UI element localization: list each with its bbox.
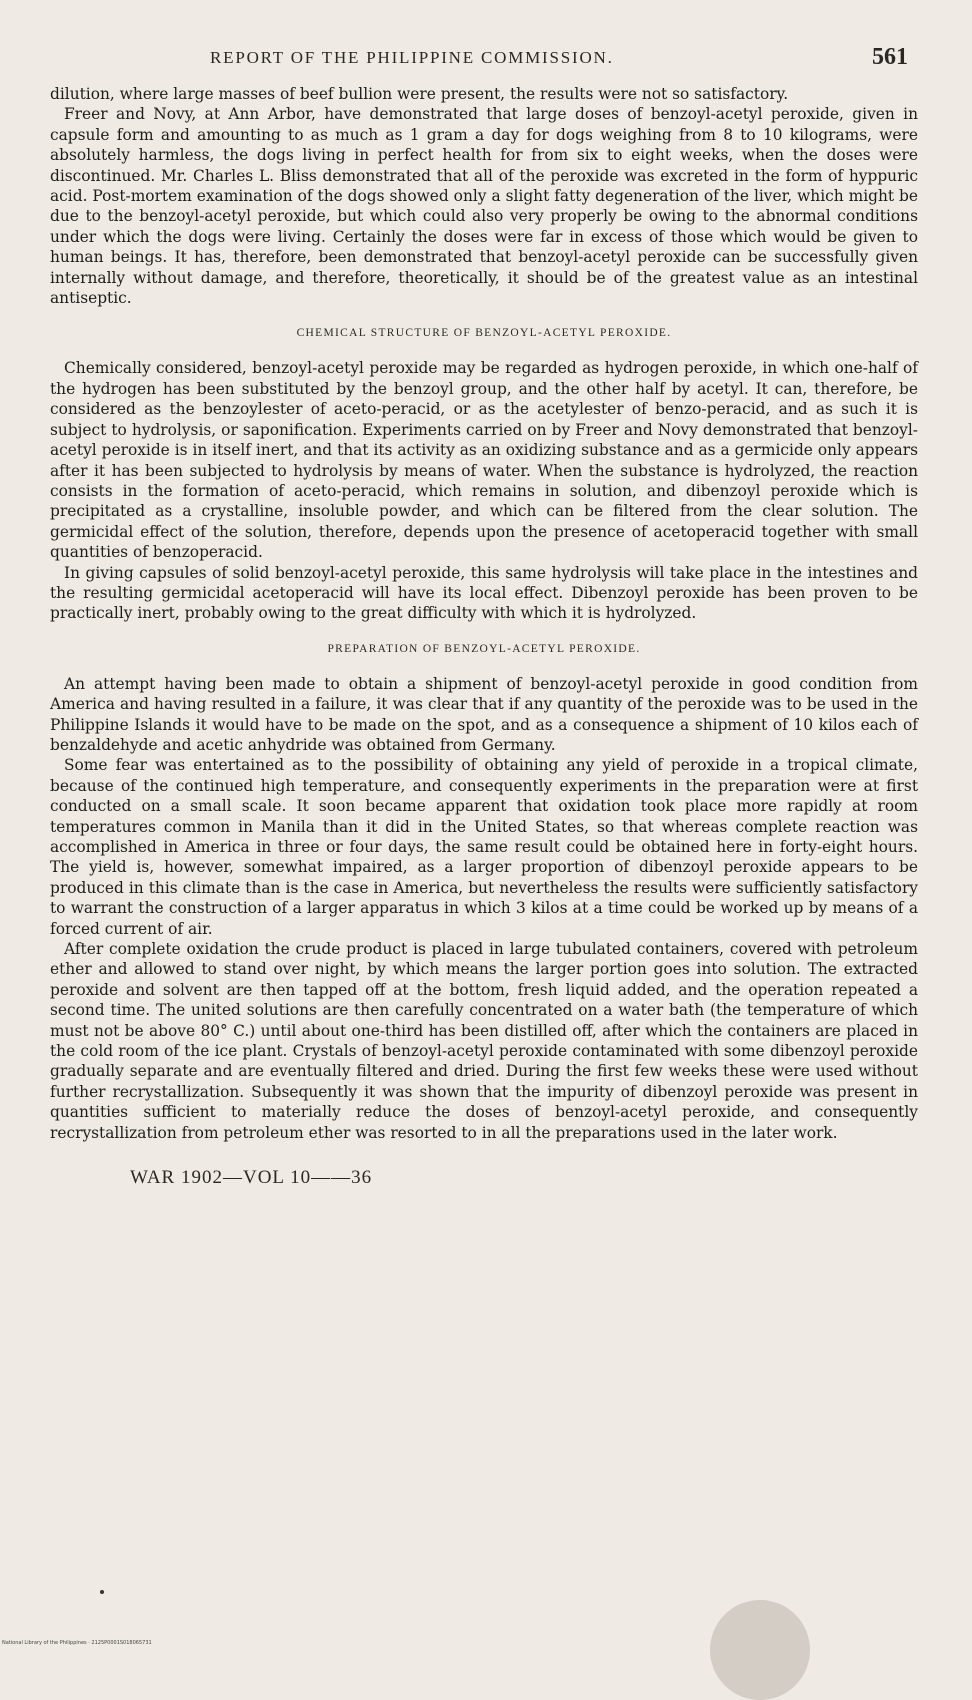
paragraph: dilution, where large masses of beef bullion were present, the results were not so satisfactory. xyxy=(50,85,789,103)
ink-dot xyxy=(100,1590,104,1594)
page-number: 561 xyxy=(872,44,908,70)
signature-line: WAR 1902—VOL 10——36 xyxy=(130,1167,373,1189)
paragraph: Some fear was entertained as to the possibility of obtaining any yield of peroxide in a tropical climate, because of the continued high temperature, and consequently experiments in the preparation were at first conducted on a small scale. It soon became apparent that oxidation took place more rapidly at room temperatures common in Manila than it did in the United States, so that whereas complete reaction was accomplished in America in three or four days, the same result could be obtained here in forty-eight hours. The yield is, however, somewhat impaired, as a larger proportion of dibenzoyl peroxide appears to be produced in this climate than is the case in America, but nevertheless the results were sufficiently satisfactory to warrant the construction of a larger apparatus in which 3 kilos at a time could be worked up by means of a forced current of air. xyxy=(50,756,918,938)
paragraph: After complete oxidation the crude product is placed in large tubulated containers, covered with petroleum ether and allowed to stand over night, by which means the larger portion goes into solution. The extracted peroxide and solvent are then tapped off at the bottom, fresh liquid added, and the operation repeated a second time. The united solutions are then carefully concentrated on a water bath (the temperature of which must not be above 80° C.) until about one-third has been distilled off, after which the containers are placed in the cold room of the ice plant. Crystals of benzoyl-acetyl peroxide contaminated with some dibenzoyl peroxide gradually separate and are eventually filtered and dried. During the first few weeks these were used without further recrystallization. Subsequently it was shown that the impurity of dibenzoyl peroxide was present in quantities sufficient to materially reduce the doses of benzoyl-acetyl peroxide, and consequently recrystallization from petroleum ether was resorted to in all the preparations used in the later work. xyxy=(50,940,918,1142)
running-head xyxy=(50,44,918,84)
scan-credit: National Library of the Philippines · 2125P0001S018065731 xyxy=(2,1640,152,1646)
body-text xyxy=(50,84,918,1143)
section-heading-preparation: PREPARATION OF BENZOYL-ACETYL PEROXIDE. xyxy=(327,642,641,655)
scan-artifact xyxy=(710,1600,810,1700)
paragraph: An attempt having been made to obtain a shipment of benzoyl-acetyl peroxide in good condition from America and having resulted in a failure, it was clear that if any quantity of the peroxide was to be used in the Philippine Islands it would have to be made on the spot, and as a consequence a shipment of 10 kilos each of benzaldehyde and acetic anhydride was obtained from Germany. xyxy=(50,674,918,754)
paragraph: Freer and Novy, at Ann Arbor, have demonstrated that large doses of benzoyl-acetyl peroxide, given in capsule form and amounting to as much as 1 gram a day for dogs weighing from 8 to 10 kilograms, were absolutely harmless, the dogs living in perfect health for from six to eight weeks, when the doses were discontinued. Mr. Charles L. Bliss demonstrated that all of the peroxide was excreted in the form of hyppuric acid. Post-mortem examination of the dogs showed only a slight fatty degeneration of the liver, which might be due to the benzoyl-acetyl peroxide, but which could also very properly be owing to the abnormal conditions under which the dogs were living. Certainly the doses were far in excess of those which would be given to human beings. It has, therefore, been demonstrated that benzoyl-acetyl peroxide can be successfully given internally without damage, and therefore, theoretically, it should be of the greatest value as an intestinal antiseptic. xyxy=(50,105,918,308)
paragraph: In giving capsules of solid benzoyl-acetyl peroxide, this same hydrolysis will take place in the intestines and the resulting germicidal acetoperacid will have its local effect. Dibenzoyl peroxide has been proven to be practically inert, probably owing to the great difficulty with which it is hydrolyzed. xyxy=(50,563,918,623)
paragraph: Chemically considered, benzoyl-acetyl peroxide may be regarded as hydrogen peroxide, in which one-half of the hydrogen has been substituted by the benzoyl group, and the other half by acetyl. It can, therefore, be considered as the benzoylester of aceto-peracid, or as the acetylester of benzo-peracid, and as such it is subject to hydrolysis, or saponification. Experiments carried on by Freer and Novy demonstrated that benzoyl-acetyl peroxide is in itself inert, and that its activity as an oxidizing substance and as a germicide only appears after it has been subjected to hydrolysis by means of water. When the substance is hydrolyzed, the reaction consists in the formation of aceto-peracid, which remains in solution, and dibenzoyl peroxide which is precipitated as a crystalline, insoluble powder, and which can be filtered from the clear solution. The germicidal effect of the solution, therefore, depends upon the presence of acetoperacid together with small quantities of benzoperacid. xyxy=(50,359,918,562)
running-title: REPORT OF THE PHILIPPINE COMMISSION. xyxy=(210,48,614,67)
section-heading-chemical-structure: CHEMICAL STRUCTURE OF BENZOYL-ACETYL PEROXIDE. xyxy=(296,327,672,340)
page xyxy=(50,44,918,1189)
